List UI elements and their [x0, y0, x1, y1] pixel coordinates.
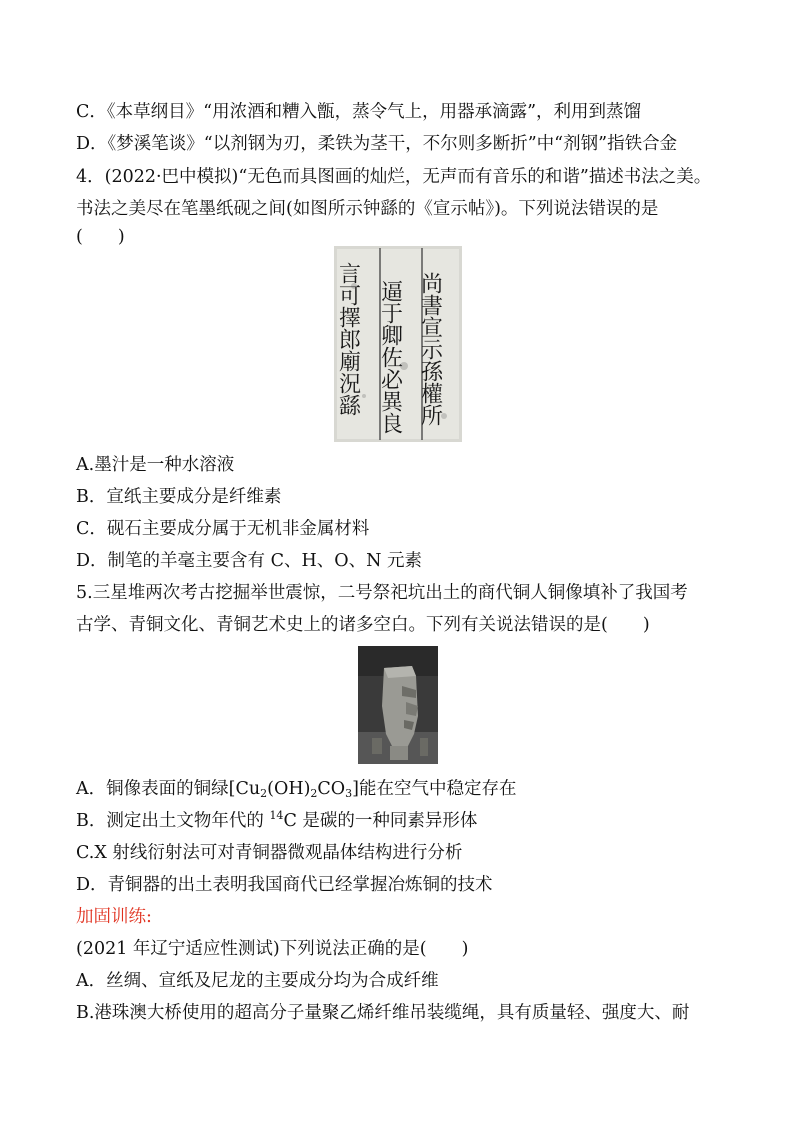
q5-option-d: D．青铜器的出土表明我国商代已经掌握冶炼铜的技术	[76, 875, 493, 895]
question-5-stem: 5.三星堆两次考古挖掘举世震惊，二号祭祀坑出土的商代铜人铜像填补了我国考	[76, 583, 688, 603]
question-6-stem: (2021 年辽宁适应性测试)下列说法正确的是( )	[76, 939, 469, 959]
question-5-stem-cont: 古学、青铜文化、青铜艺术史上的诸多空白。下列有关说法错误的是( )	[76, 615, 650, 635]
q6-option-b: B.港珠澳大桥使用的超高分子量聚乙烯纤维吊装缆绳，具有质量轻、强度大、耐	[76, 1003, 690, 1023]
option-c-line: C．《本草纲目》“用浓酒和糟入甑，蒸令气上，用器承滴露”，利用到蒸馏	[76, 102, 642, 122]
reinforcement-heading: 加固训练:	[76, 907, 152, 927]
q4-option-b: B．宣纸主要成分是纤维素	[76, 487, 282, 507]
q5-option-b: B．测定出土文物年代的 $^{14}$C 是碳的一种同素异形体	[76, 809, 478, 831]
calligraphy-col1: 尚書宣示孫權所	[417, 272, 443, 426]
question-4-stem: 4．(2022·巴中模拟)“无色而具图画的灿烂，无声而有音乐的和谐”描述书法之美。	[76, 167, 712, 187]
question-4-stem-cont: 书法之美尽在笔墨纸砚之间(如图所示钟繇的《宣示帖》)。下列说法错误的是	[76, 199, 659, 219]
question-4-blank: ( )	[76, 227, 125, 247]
q6-option-a: A．丝绸、宣纸及尼龙的主要成分均为合成纤维	[76, 971, 439, 991]
bronze-head-photo	[358, 646, 438, 764]
q4-option-a: A.墨汁是一种水溶液	[76, 455, 235, 475]
option-d-line: D．《梦溪笔谈》“以剂钢为刃，柔铁为茎干，不尔则多断折”中“剂钢”指铁合金	[76, 134, 678, 154]
q5-option-a: A．铜像表面的铜绿$[Cu_2(OH)_2CO_3]$能在空气中稳定存在	[76, 779, 517, 800]
calligraphy-col3: 言可擇郎廟況繇	[335, 262, 361, 416]
calligraphy-image	[334, 246, 462, 442]
calligraphy-rubbing	[334, 246, 462, 442]
q4-option-c: C．砚石主要成分属于无机非金属材料	[76, 519, 370, 539]
q4-option-d: D．制笔的羊毫主要含有 C、H、O、N 元素	[76, 551, 422, 571]
bronze-head-image	[358, 646, 438, 764]
q5-option-c: C.X 射线衍射法可对青铜器微观晶体结构进行分析	[76, 843, 463, 863]
calligraphy-col2: 逼于卿佐必異良	[377, 280, 403, 434]
